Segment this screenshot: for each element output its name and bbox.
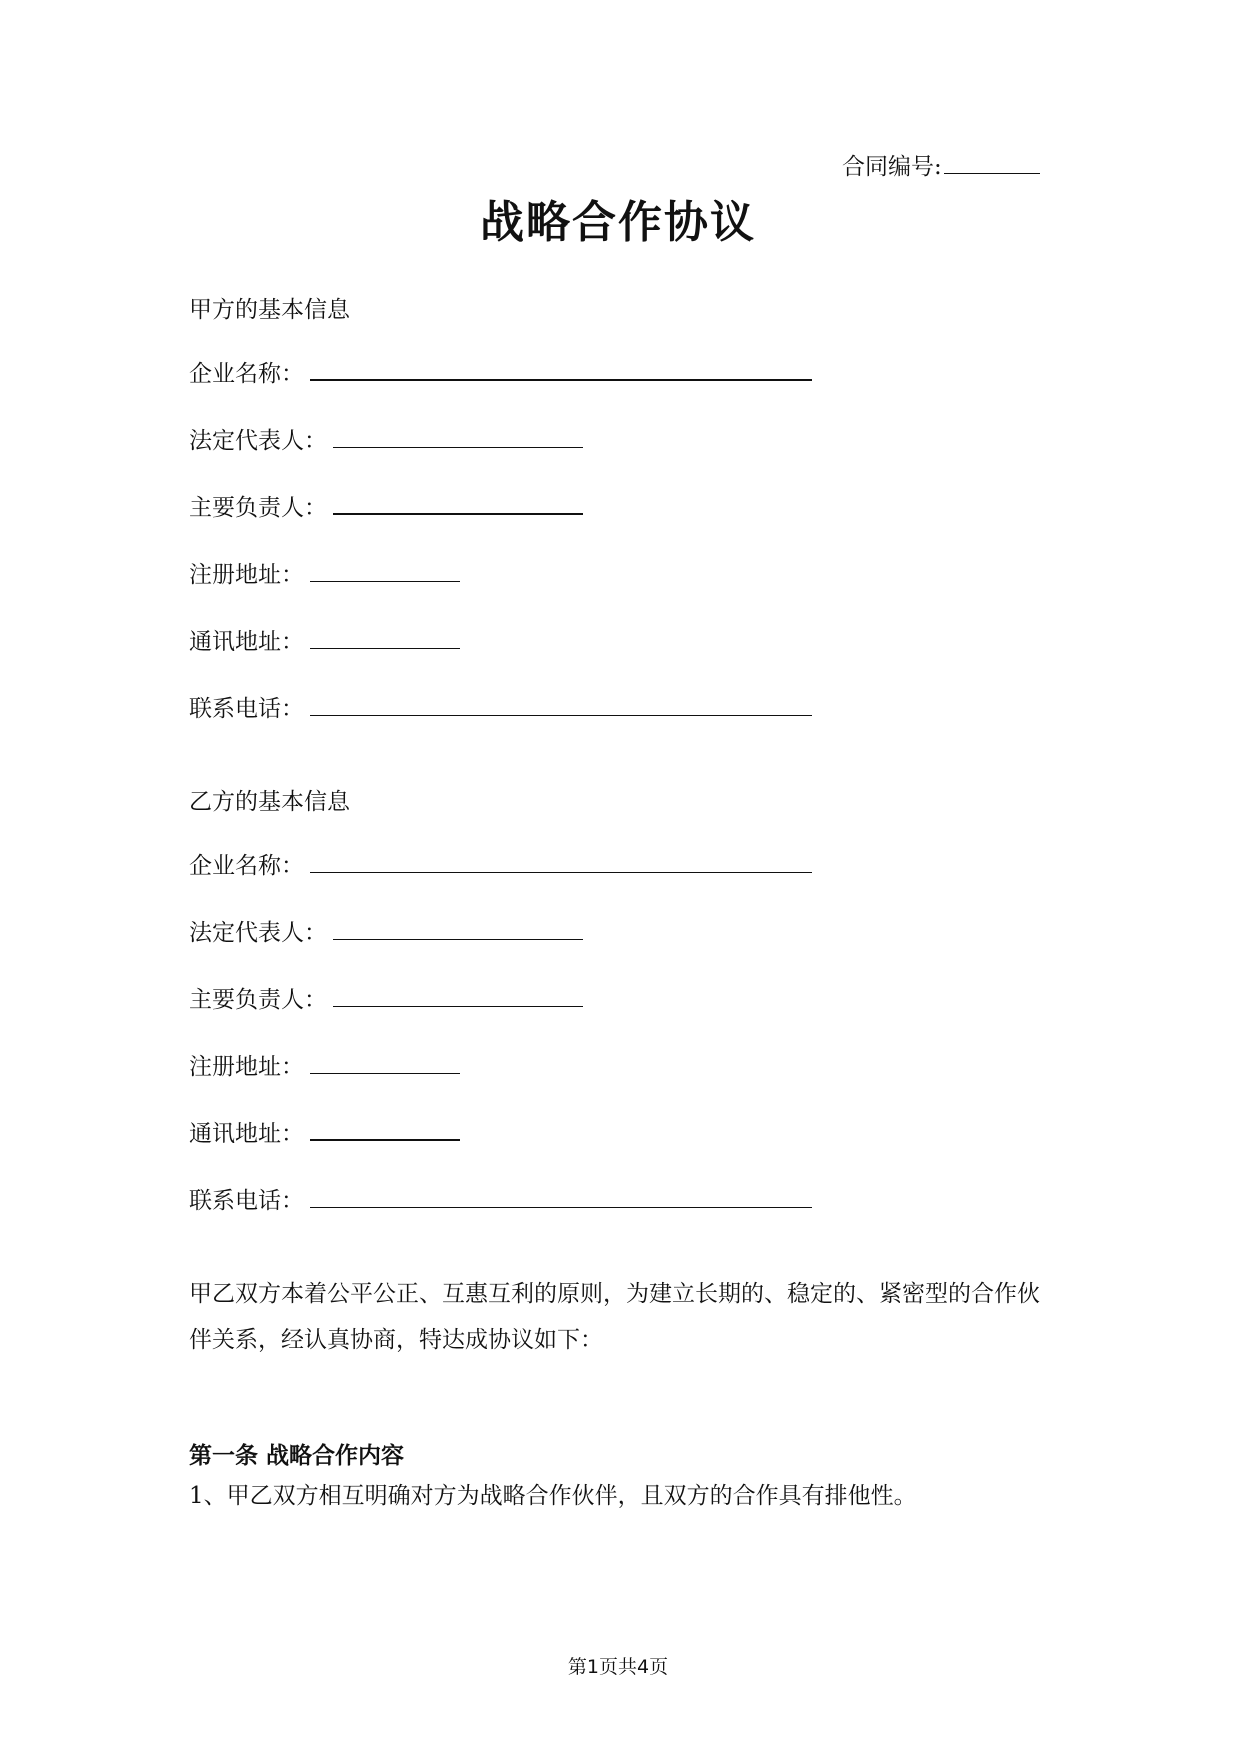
contract-number-blank[interactable] — [944, 151, 1040, 174]
phone-blank[interactable] — [310, 693, 812, 716]
legal-rep-blank[interactable] — [333, 425, 583, 448]
party-b-phone-field — [189, 1184, 812, 1218]
principal-blank[interactable] — [333, 491, 583, 515]
party-a-reg-address-field — [189, 558, 460, 592]
field-label: 通讯地址： — [189, 629, 304, 655]
party-b-company-name-field — [189, 849, 812, 883]
mail-address-blank[interactable] — [310, 626, 460, 649]
party-a-company-name-field — [189, 357, 812, 391]
party-a-principal-field — [189, 491, 583, 525]
field-label: 注册地址： — [189, 562, 304, 588]
field-label: 法定代表人： — [189, 428, 327, 454]
contract-number-label: 合同编号: — [842, 154, 942, 180]
field-label: 通讯地址： — [189, 1121, 304, 1147]
field-label: 法定代表人： — [189, 920, 327, 946]
party-a-heading: 甲方的基本信息 — [189, 297, 350, 323]
principal-blank[interactable] — [333, 984, 583, 1007]
page-number: 第1页共4页 — [567, 1656, 669, 1678]
company-name-blank[interactable] — [310, 850, 812, 873]
party-b-legal-rep-field — [189, 916, 583, 950]
party-a-legal-rep-field — [189, 424, 583, 458]
field-label: 主要负责人： — [189, 495, 327, 521]
contract-number — [842, 150, 1040, 184]
mail-address-blank[interactable] — [310, 1117, 460, 1141]
field-label: 注册地址： — [189, 1054, 304, 1080]
party-a-mail-address-field — [189, 625, 460, 659]
legal-rep-blank[interactable] — [333, 917, 583, 940]
field-label: 联系电话： — [189, 696, 304, 722]
party-a-phone-field — [189, 692, 812, 726]
field-label: 企业名称： — [189, 853, 304, 879]
field-label: 主要负责人： — [189, 987, 327, 1013]
document-title: 战略合作协议 — [480, 197, 756, 248]
intro-paragraph: 甲乙双方本着公平公正、互惠互利的原则，为建立长期的、稳定的、紧密型的合作伙伴关系，经认真协商，特达成协议如下： — [189, 1281, 1040, 1353]
field-label: 联系电话： — [189, 1188, 304, 1214]
field-label: 企业名称： — [189, 361, 304, 387]
phone-blank[interactable] — [310, 1185, 812, 1208]
article-1-heading: 第一条 战略合作内容 — [189, 1443, 405, 1469]
party-b-heading: 乙方的基本信息 — [189, 789, 350, 815]
reg-address-blank[interactable] — [310, 1051, 460, 1074]
reg-address-blank[interactable] — [310, 559, 460, 582]
party-b-principal-field — [189, 983, 583, 1017]
article-1-item: 1、甲乙双方相互明确对方为战略合作伙伴，且双方的合作具有排他性。 — [189, 1483, 917, 1509]
party-b-reg-address-field — [189, 1050, 460, 1084]
company-name-blank[interactable] — [310, 357, 812, 381]
party-b-mail-address-field — [189, 1117, 460, 1151]
